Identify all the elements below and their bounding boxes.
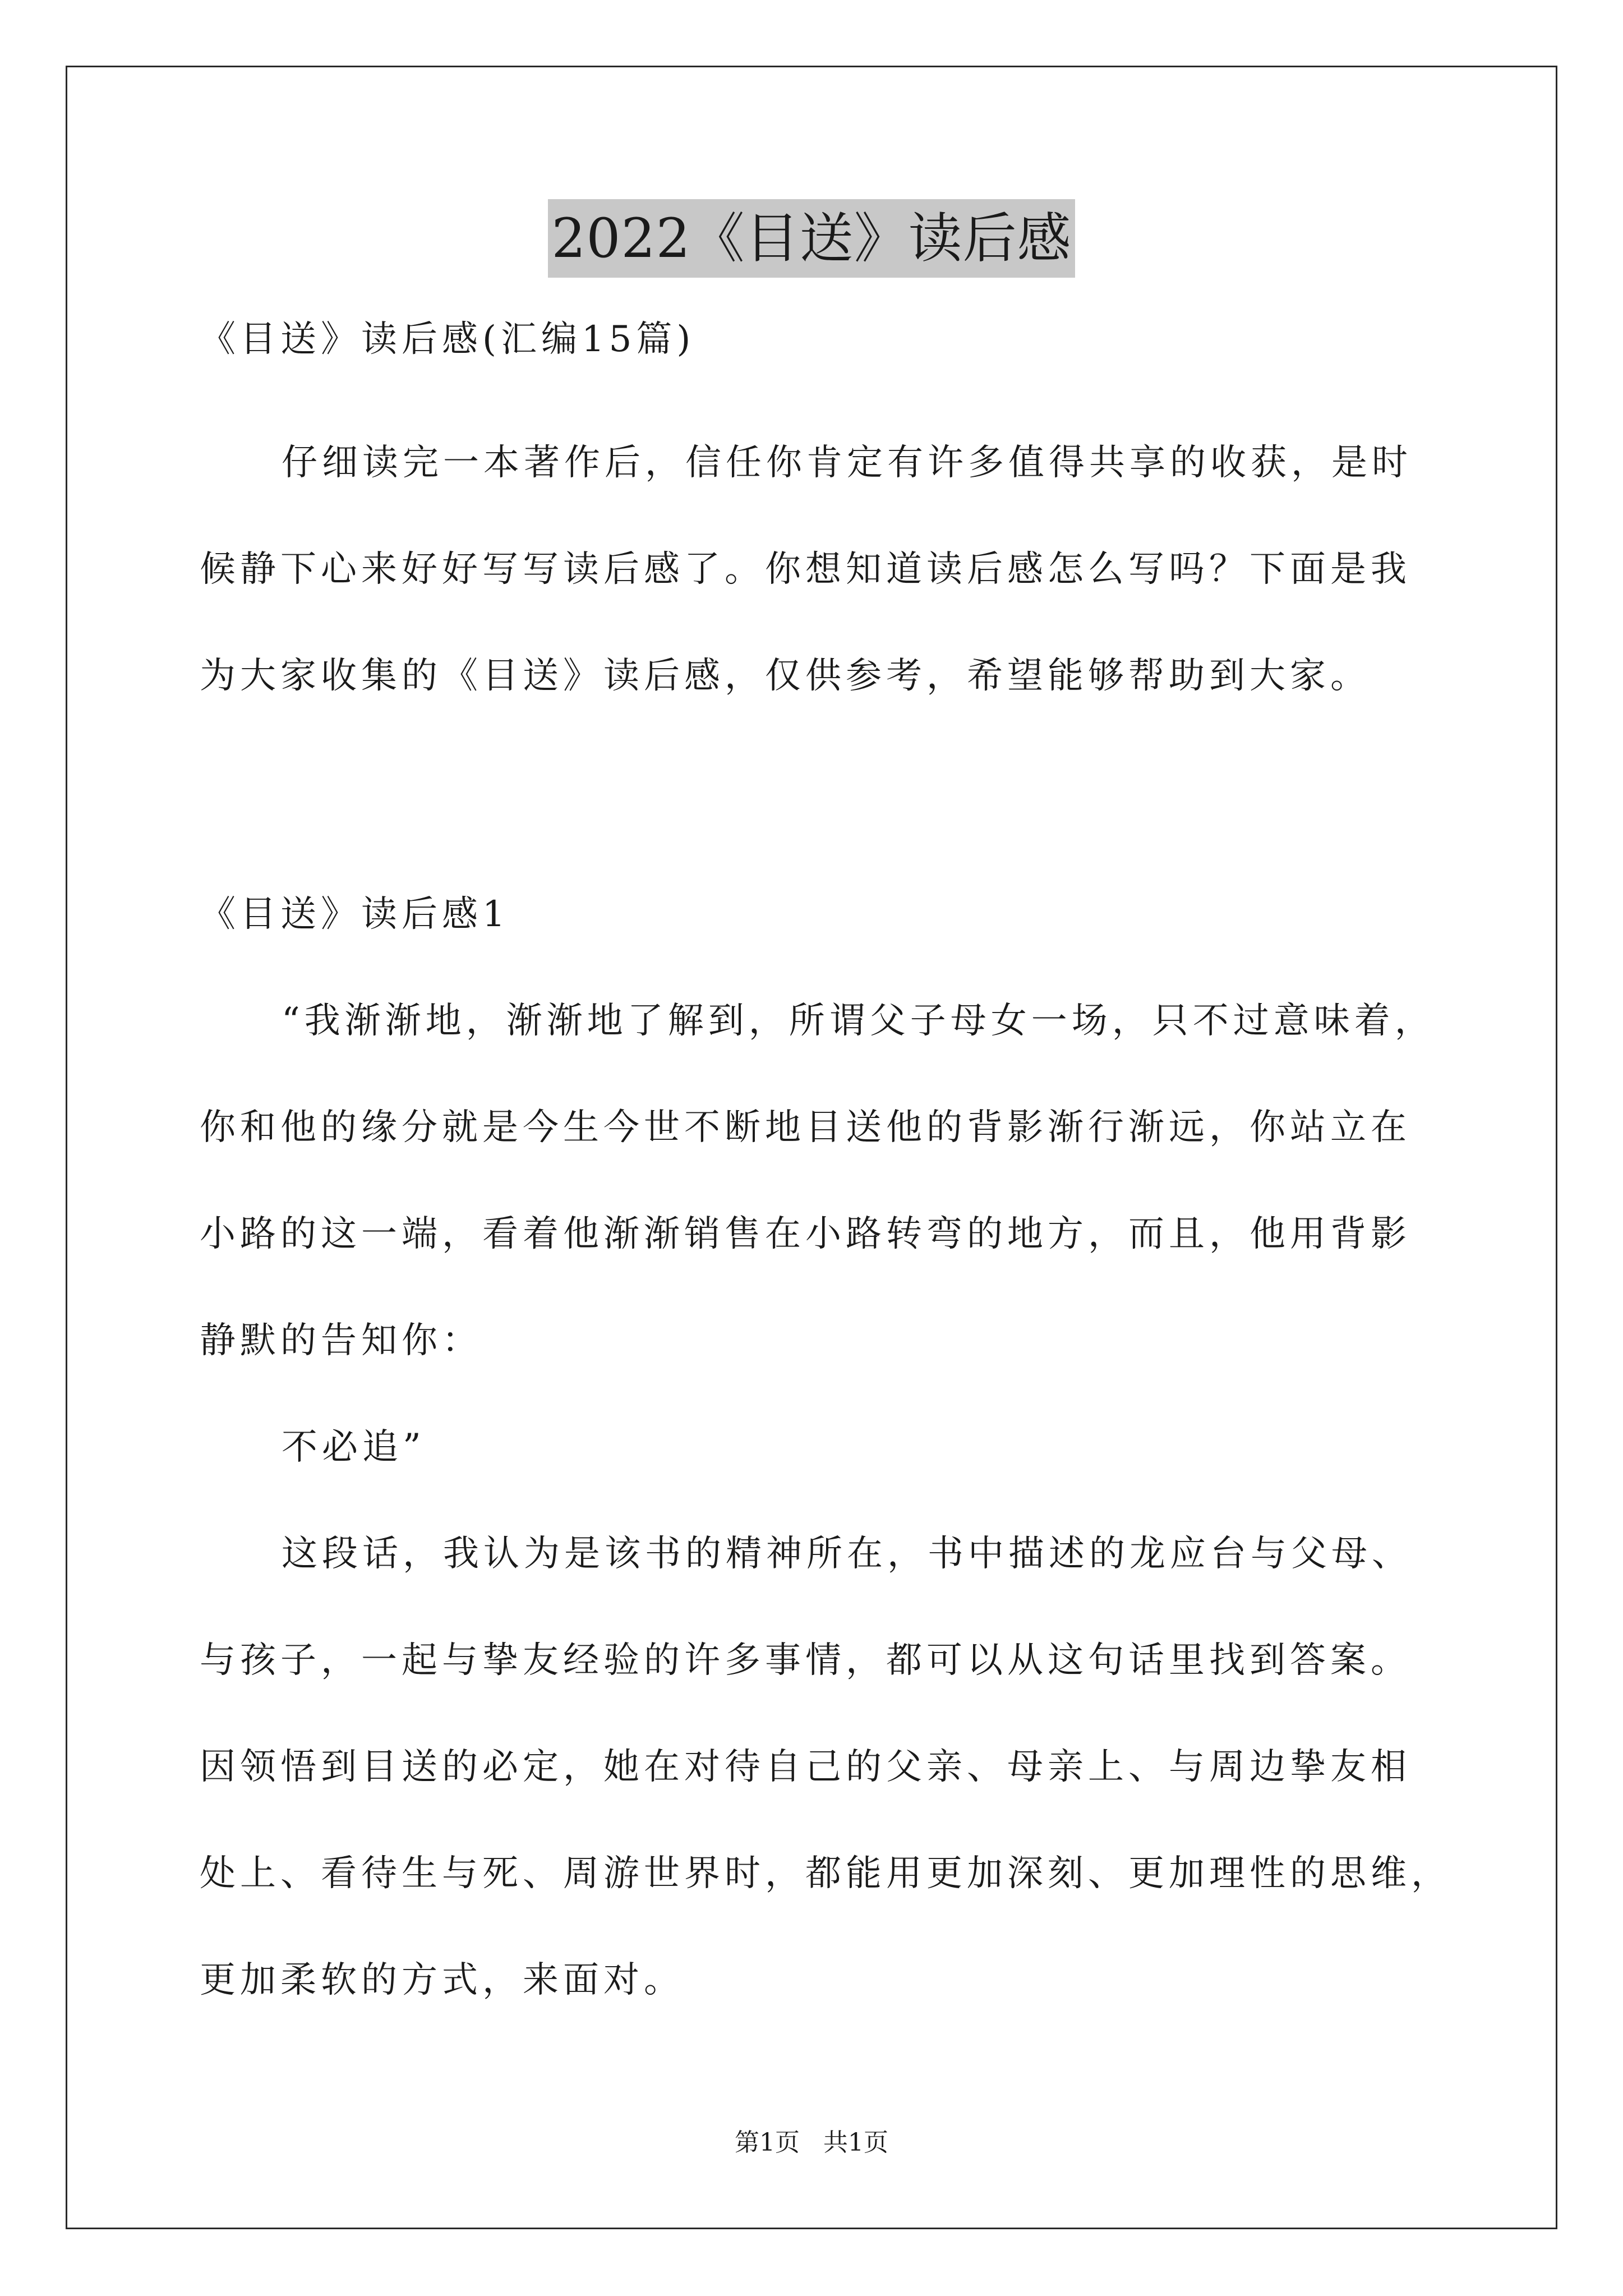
subtitle: 《目送》读后感(汇编15篇) [200,319,695,360]
body-line: 更加柔软的方式，来面对。 [200,1959,684,2001]
intro-line: 仔细读完一本著作后，信任你肯定有许多值得共享的收获，是时 [282,442,1412,484]
title-container [0,199,1623,278]
quote-line: 小路的这一端，看着他渐渐销售在小路转弯的地方，而且，他用背影 [200,1213,1411,1255]
quote-line: “我渐渐地，渐渐地了解到，所谓父子母女一场，只不过意味着， [282,1000,1435,1042]
body-line: 与孩子，一起与挚友经验的许多事情，都可以从这句话里找到答案。 [200,1640,1411,1681]
body-line: 处上、看待生与死、周游世界时，都能用更加深刻、更加理性的思维， [200,1853,1451,1894]
quote-line: 静默的告知你： [200,1320,482,1361]
body-line: 这段话，我认为是该书的精神所在，书中描述的龙应台与父母、 [282,1533,1412,1575]
quote-line: 你和他的缘分就是今生今世不断地目送他的背影渐行渐远，你站立在 [200,1107,1411,1148]
body-line: 因领悟到目送的必定，她在对待自己的父亲、母亲上、与周边挚友相 [200,1746,1411,1788]
section-heading: 《目送》读后感1 [200,894,510,935]
document-title: 2022《目送》读后感 [548,199,1075,278]
intro-line: 候静下心来好好写写读后感了。你想知道读后感怎么写吗？下面是我 [200,549,1411,590]
quote-end: 不必追” [282,1427,426,1468]
page-footer: 第1页 共1页 [735,2128,888,2157]
intro-line: 为大家收集的《目送》读后感，仅供参考，希望能够帮助到大家。 [200,655,1371,697]
